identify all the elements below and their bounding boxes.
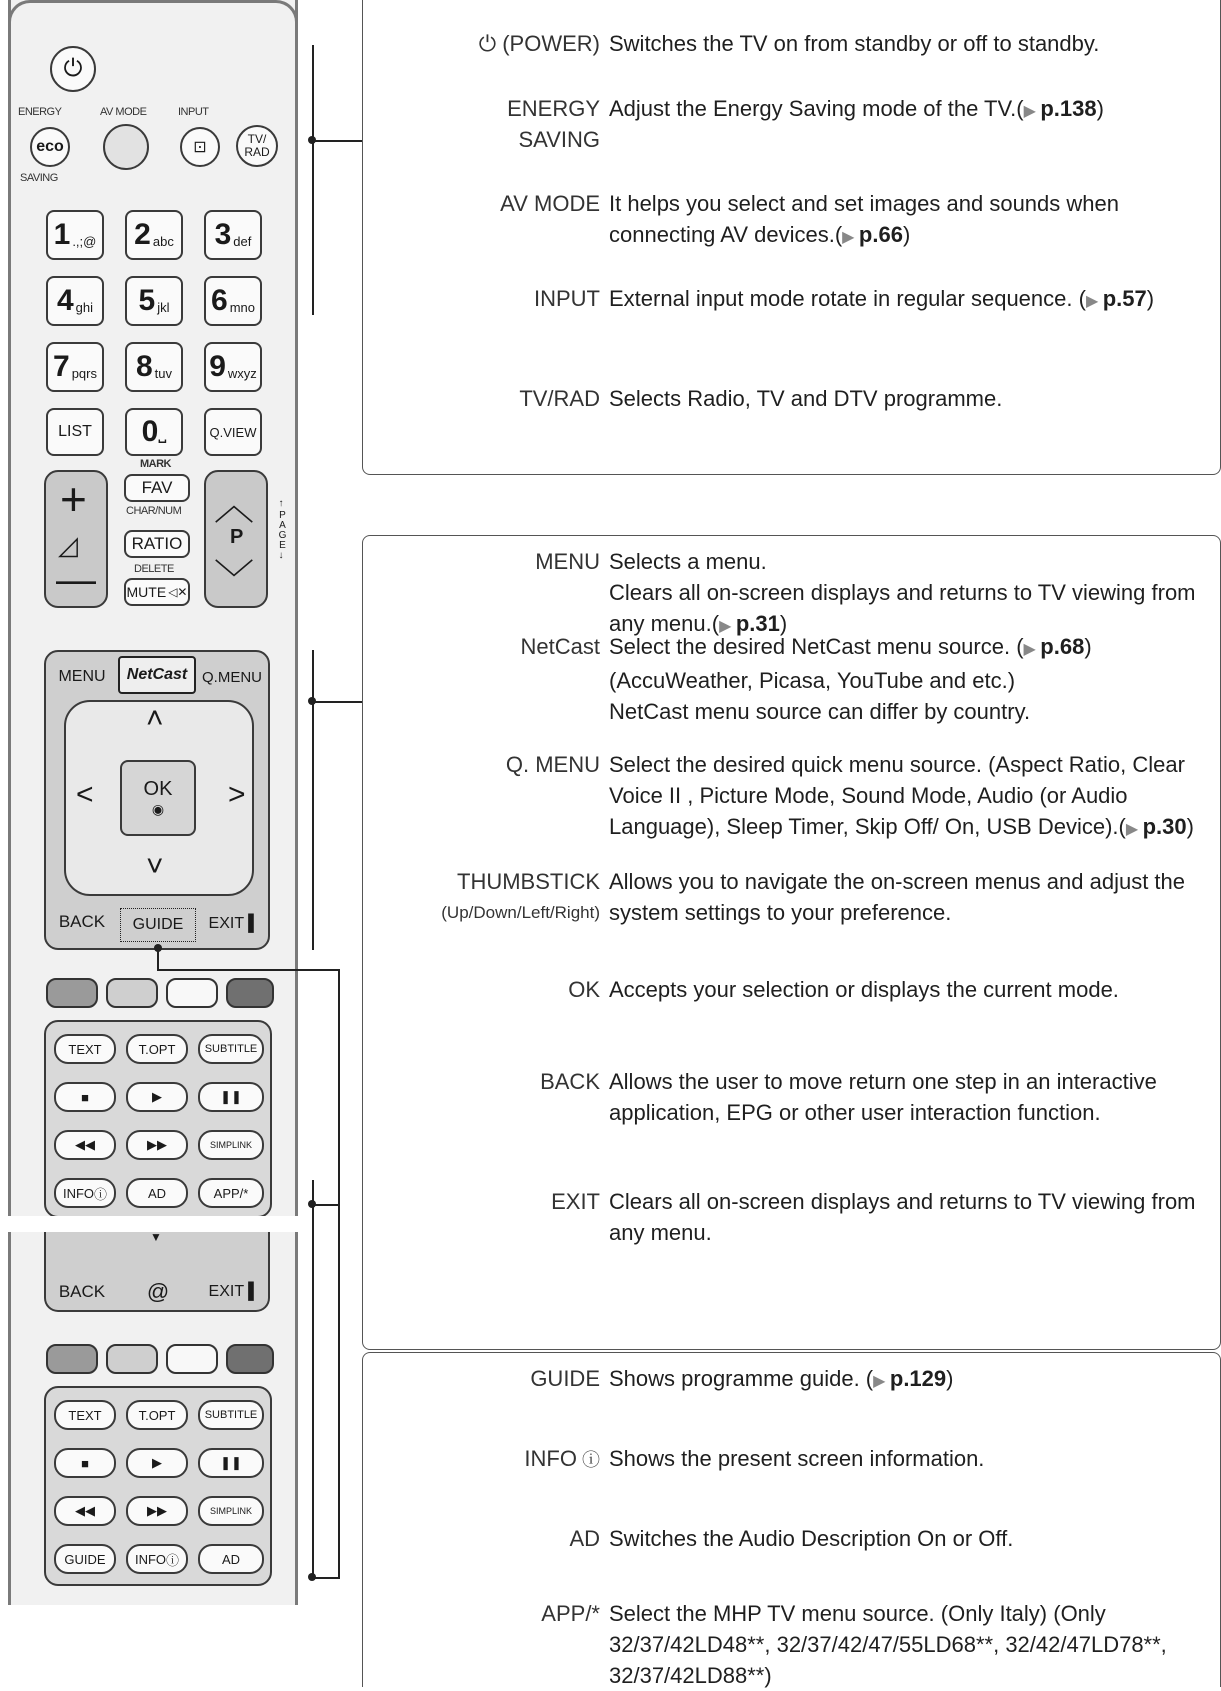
chevron-down-icon: ﹀ xyxy=(214,558,254,602)
exit-icon-variant: ▌ xyxy=(248,1283,260,1300)
button-description xyxy=(609,974,1206,1005)
number-6-button[interactable] xyxy=(204,276,262,326)
arrow-right-icon: > xyxy=(228,778,246,811)
info-label-variant: INFO xyxy=(134,1551,167,1567)
rewind-button[interactable] xyxy=(54,1130,116,1160)
button-name xyxy=(541,1598,600,1629)
fast-forward-icon: ▶▶ xyxy=(147,1137,167,1152)
guide-button[interactable]: GUIDE xyxy=(120,908,196,942)
button-name xyxy=(535,546,600,577)
button-description xyxy=(609,1066,1206,1128)
simplink-button-variant[interactable]: SIMPLINK xyxy=(198,1496,264,1526)
exit-button-variant[interactable] xyxy=(200,1272,268,1312)
bracket-line-1 xyxy=(312,45,314,315)
page-label xyxy=(276,498,286,562)
rewind-icon: ◀◀ xyxy=(75,1503,95,1518)
number-7-button[interactable] xyxy=(46,342,104,392)
number-letters: mno xyxy=(229,299,255,315)
button-name-text: OK xyxy=(568,977,600,1002)
number-letters: abc xyxy=(152,233,174,249)
zero-digit: 0 xyxy=(141,415,159,448)
description-box-power xyxy=(362,0,1221,475)
number-letters: jkl xyxy=(157,299,170,315)
info-button-variant[interactable] xyxy=(126,1544,188,1574)
ratio-button[interactable]: RATIO xyxy=(124,530,190,558)
page-reference[interactable]: p.129 xyxy=(889,1366,947,1391)
page-reference[interactable]: p.57 xyxy=(1102,286,1147,311)
description-box-navigation xyxy=(362,535,1221,1350)
guide-connector-v xyxy=(157,948,159,970)
button-description xyxy=(609,749,1206,845)
av-mode-button[interactable] xyxy=(103,124,149,170)
number-letters: wxyz xyxy=(227,365,257,381)
button-name-text: Q. MENU xyxy=(505,752,600,777)
number-digit: 6 xyxy=(211,284,228,317)
fast-forward-button-variant[interactable] xyxy=(126,1496,188,1526)
description-text: Shows programme guide. ( xyxy=(609,1366,874,1391)
ok-dot-icon: ◉ xyxy=(151,801,165,817)
connector-1 xyxy=(314,140,362,142)
page-ref-arrow-icon: ▶ xyxy=(1085,293,1103,310)
qview-button[interactable]: Q.VIEW xyxy=(204,408,262,456)
info-circle-icon: ⓘ xyxy=(576,1450,600,1470)
info-icon: ⓘ xyxy=(166,1552,180,1568)
delete-label: DELETE xyxy=(134,563,174,575)
page-ref-arrow-icon: ▶ xyxy=(842,229,859,246)
button-name xyxy=(551,1186,600,1217)
back-button-variant[interactable]: BACK xyxy=(58,1282,106,1301)
fav-button[interactable]: FAV xyxy=(124,474,190,502)
button-name-text: INFO xyxy=(524,1446,577,1471)
description-text: Allows you to navigate the on-screen menus and adjust the system settings to your preference. xyxy=(609,869,1186,925)
connector-2 xyxy=(314,701,362,703)
mute-button[interactable] xyxy=(124,578,190,606)
guide-button-variant[interactable]: GUIDE xyxy=(54,1544,116,1574)
page-ref-arrow-icon: ▶ xyxy=(1125,821,1143,838)
number-3-button[interactable] xyxy=(204,210,262,260)
button-description xyxy=(609,631,1206,727)
button-description xyxy=(609,1598,1206,1691)
subtitle-button[interactable]: SUBTITLE xyxy=(198,1034,264,1064)
chevron-up-icon: ︿ xyxy=(214,484,254,528)
yellow-button[interactable] xyxy=(166,978,218,1008)
number-digit: 1 xyxy=(53,218,71,251)
button-name xyxy=(500,188,600,219)
button-description xyxy=(609,1186,1206,1248)
button-description xyxy=(609,1523,1206,1554)
description-tail: ) xyxy=(1096,96,1104,121)
app-button[interactable]: APP/* xyxy=(198,1178,264,1208)
arrow-down-icon: ˅ xyxy=(146,850,164,883)
energy-saving-button[interactable] xyxy=(30,127,70,167)
description-text: Accepts your selection or displays the current mode. xyxy=(609,977,1119,1002)
button-description xyxy=(609,1363,1206,1397)
number-digit: 5 xyxy=(138,284,156,317)
number-letters: def xyxy=(233,233,252,249)
bracket-line-3 xyxy=(312,1180,314,1580)
info-icon: ⓘ xyxy=(94,1186,108,1202)
button-name-text: EXIT xyxy=(551,1189,600,1214)
ad-button-variant[interactable]: AD xyxy=(198,1544,264,1574)
page-ref-arrow-icon: ▶ xyxy=(1023,103,1041,120)
page-reference[interactable]: p.68 xyxy=(1040,634,1085,659)
charnum-label: CHAR/NUM xyxy=(126,505,182,517)
number-digit: 2 xyxy=(134,218,151,251)
button-name xyxy=(507,93,600,155)
number-letters: ghi xyxy=(75,299,94,315)
page-down-icon: ↓ xyxy=(278,550,284,561)
qmenu-button[interactable]: Q.MENU xyxy=(202,668,262,686)
description-box-extra xyxy=(362,1352,1221,1687)
page-ref-arrow-icon: ▶ xyxy=(873,1373,890,1390)
info-label: INFO xyxy=(62,1185,95,1201)
description-text: Selects a menu. xyxy=(609,549,767,574)
play-button[interactable] xyxy=(126,1082,188,1112)
description-text: Shows the present screen information. xyxy=(609,1446,985,1471)
green-button[interactable] xyxy=(106,978,158,1008)
fast-forward-button[interactable] xyxy=(126,1130,188,1160)
volume-icon: ◿ xyxy=(58,530,78,560)
number-1-button[interactable] xyxy=(46,210,104,260)
button-name-text: BACK xyxy=(540,1069,600,1094)
connector-4 xyxy=(314,1577,340,1579)
play-icon: ▶ xyxy=(152,1089,162,1104)
red-button-variant[interactable] xyxy=(46,1344,98,1374)
rewind-button-variant[interactable] xyxy=(54,1496,116,1526)
button-name xyxy=(521,631,600,662)
energy-label: ENERGY xyxy=(18,106,62,118)
button-name xyxy=(441,866,600,928)
info-button[interactable] xyxy=(54,1178,116,1208)
number-digit: 7 xyxy=(53,350,70,383)
back-button[interactable]: BACK xyxy=(58,912,106,931)
button-name-text: MENU xyxy=(535,549,600,574)
button-name xyxy=(519,383,600,414)
button-name-text: ENERGY xyxy=(507,96,600,121)
description-tail: ) xyxy=(1186,814,1194,839)
remote-top-edge xyxy=(8,0,298,25)
button-description xyxy=(609,283,1206,317)
arrow-left-icon: < xyxy=(76,778,94,811)
page-reference[interactable]: p.66 xyxy=(858,222,903,247)
button-name xyxy=(530,1363,600,1394)
button-name-text: (POWER) xyxy=(502,31,600,56)
blue-button[interactable] xyxy=(226,978,274,1008)
button-name xyxy=(568,974,600,1005)
button-description xyxy=(609,866,1206,928)
button-description xyxy=(609,28,1206,59)
button-name-text: TV/RAD xyxy=(519,386,600,411)
button-name xyxy=(534,283,600,314)
power-icon: ⏻ xyxy=(478,31,503,56)
arrow-up-icon: ˄ xyxy=(146,702,164,735)
program-rocker[interactable] xyxy=(204,470,268,608)
description-text: Adjust the Energy Saving mode of the TV.( xyxy=(609,96,1024,121)
zero-button[interactable]: 0 ⎵ xyxy=(125,408,183,456)
tv-rad-button[interactable]: TV/ RAD xyxy=(236,125,278,167)
button-name-text: AD xyxy=(569,1526,600,1551)
fast-forward-icon: ▶▶ xyxy=(147,1503,167,1518)
button-name-text: APP/* xyxy=(541,1601,600,1626)
pause-button[interactable] xyxy=(198,1082,264,1112)
mark-label: MARK xyxy=(140,458,171,470)
pause-button-variant[interactable] xyxy=(198,1448,264,1478)
connector-3 xyxy=(314,1204,340,1206)
stop-icon: ■ xyxy=(81,1089,89,1105)
input-label: INPUT xyxy=(178,106,209,118)
text-button[interactable]: TEXT xyxy=(54,1034,116,1064)
input-button[interactable] xyxy=(180,127,220,167)
page-text: PAGE xyxy=(277,510,288,550)
rewind-icon: ◀◀ xyxy=(75,1137,95,1152)
topt-button-variant[interactable]: T.OPT xyxy=(126,1400,188,1430)
power-button[interactable] xyxy=(50,46,96,92)
page-reference[interactable]: p.31 xyxy=(735,611,780,636)
description-text: Switches the TV on from standby or off to standby. xyxy=(609,31,1100,56)
topt-button[interactable]: T.OPT xyxy=(126,1034,188,1064)
exit-button[interactable] xyxy=(200,904,268,944)
number-letters: pqrs xyxy=(71,365,97,381)
description-text: Switches the Audio Description On or Off. xyxy=(609,1526,1014,1551)
eco-icon: eco xyxy=(36,138,64,155)
bracket-line-2 xyxy=(312,650,314,950)
description-tail: ) (AccuWeather, Picasa, YouTube and etc.) xyxy=(609,634,1092,693)
number-5-button[interactable] xyxy=(125,276,183,326)
description-text-2: Clears all on-screen displays and returns to TV viewing from any menu.( xyxy=(609,580,1196,636)
description-text: External input mode rotate in regular sequence. ( xyxy=(609,286,1086,311)
button-description xyxy=(609,93,1206,127)
guide-connector-h xyxy=(157,969,339,971)
pause-icon: ❚❚ xyxy=(220,1089,242,1104)
description-text: Clears all on-screen displays and returns to TV viewing from any menu. xyxy=(609,1189,1196,1245)
page-up-icon: ↑ xyxy=(278,498,284,509)
number-letters: tuv xyxy=(154,365,173,381)
number-2-button[interactable] xyxy=(125,210,183,260)
button-description xyxy=(609,546,1206,642)
number-digit: 3 xyxy=(214,218,232,251)
guide-connector-down xyxy=(338,969,340,1577)
play-icon: ▶ xyxy=(152,1455,162,1470)
stop-icon: ■ xyxy=(81,1455,89,1471)
description-text: It helps you select and set images and sounds when connecting AV devices.( xyxy=(609,191,1119,247)
description-tail: ) xyxy=(946,1366,954,1391)
list-button[interactable]: LIST xyxy=(46,408,104,456)
volume-up-icon: + xyxy=(60,473,87,525)
menu-button[interactable]: MENU xyxy=(58,668,106,685)
button-name-text: GUIDE xyxy=(530,1366,600,1391)
stop-button-variant[interactable] xyxy=(54,1448,116,1478)
description-text: Select the desired quick menu source. (Aspect Ratio, Clear Voice II , Picture Mode, Sound Mode, Audio (or Audio Language), Sleep Timer, Skip Off/ On, USB Device).( xyxy=(609,752,1185,839)
button-description xyxy=(609,188,1206,253)
page-reference[interactable]: p.30 xyxy=(1142,814,1187,839)
mute-label: MUTE xyxy=(126,584,167,600)
description-text-2: NetCast menu source can differ by country. xyxy=(609,699,1031,724)
text-button-variant[interactable]: TEXT xyxy=(54,1400,116,1430)
red-button[interactable] xyxy=(46,978,98,1008)
description-tail: ) xyxy=(902,222,911,247)
number-9-button[interactable] xyxy=(204,342,262,392)
ad-button[interactable]: AD xyxy=(126,1178,188,1208)
volume-rocker[interactable] xyxy=(44,470,108,608)
ok-label: OK xyxy=(143,778,173,800)
description-text: Select the desired NetCast menu source. ( xyxy=(609,634,1024,659)
button-name-text: INPUT xyxy=(534,286,600,311)
subtitle-button-variant[interactable]: SUBTITLE xyxy=(198,1400,264,1430)
stop-button[interactable] xyxy=(54,1082,116,1112)
pause-icon: ❚❚ xyxy=(220,1455,242,1470)
button-description xyxy=(609,383,1206,414)
button-name xyxy=(524,1443,600,1476)
exit-label-variant: EXIT xyxy=(208,1283,245,1300)
description-text: Selects Radio, TV and DTV programme. xyxy=(609,386,1003,411)
number-digit: 8 xyxy=(135,350,153,383)
description-text: Select the MHP TV menu source. (Only Italy) (Only 32/37/42LD48**, 32/37/42/47/55LD68**, 32/42/47LD78**, 32/37/42LD88**) xyxy=(609,1601,1167,1688)
number-digit: 4 xyxy=(56,284,74,317)
arrow-down-small-icon: ▼ xyxy=(150,1230,162,1244)
saving-label: SAVING xyxy=(20,172,58,184)
av-mode-label: AV MODE xyxy=(100,106,147,118)
button-name xyxy=(540,1066,600,1097)
button-name-text: AV MODE xyxy=(500,191,600,216)
number-letters: .,;@ xyxy=(72,233,97,249)
power-icon: ⏻ xyxy=(63,55,83,82)
button-name-text: THUMBSTICK xyxy=(457,869,600,894)
yellow-button-variant[interactable] xyxy=(166,1344,218,1374)
button-name xyxy=(569,1523,600,1554)
button-name xyxy=(506,749,600,780)
green-button-variant[interactable] xyxy=(106,1344,158,1374)
button-name-line2: SAVING xyxy=(518,127,600,152)
exit-label: EXIT xyxy=(208,915,245,932)
blue-button-variant[interactable] xyxy=(226,1344,274,1374)
mute-icon: ◁✕ xyxy=(168,585,188,599)
simplink-button[interactable]: SIMPLINK xyxy=(198,1130,264,1160)
button-name xyxy=(479,28,600,59)
exit-icon: ▌ xyxy=(248,915,260,932)
page-ref-arrow-icon: ▶ xyxy=(719,618,736,635)
description-tail: ) xyxy=(779,611,788,636)
ok-button[interactable] xyxy=(120,760,196,836)
button-name-text: NetCast xyxy=(520,634,600,659)
number-4-button[interactable] xyxy=(46,276,104,326)
volume-down-icon: — xyxy=(56,558,96,602)
button-name-line2: (Up/Down/Left/Right) xyxy=(441,903,600,922)
page-reference[interactable]: p.138 xyxy=(1040,96,1097,121)
number-digit: 9 xyxy=(209,350,226,383)
play-button-variant[interactable] xyxy=(126,1448,188,1478)
netcast-button[interactable]: NetCast xyxy=(118,656,196,694)
at-button[interactable]: @ xyxy=(146,1279,170,1304)
program-label: P xyxy=(230,526,244,548)
button-description xyxy=(609,1443,1206,1474)
page-ref-arrow-icon: ▶ xyxy=(1023,641,1041,658)
number-8-button[interactable] xyxy=(125,342,183,392)
description-text: Allows the user to move return one step in an interactive application, EPG or other user interaction function. xyxy=(609,1069,1157,1125)
description-tail: ) xyxy=(1146,286,1155,311)
input-icon: ⊡ xyxy=(193,139,207,156)
